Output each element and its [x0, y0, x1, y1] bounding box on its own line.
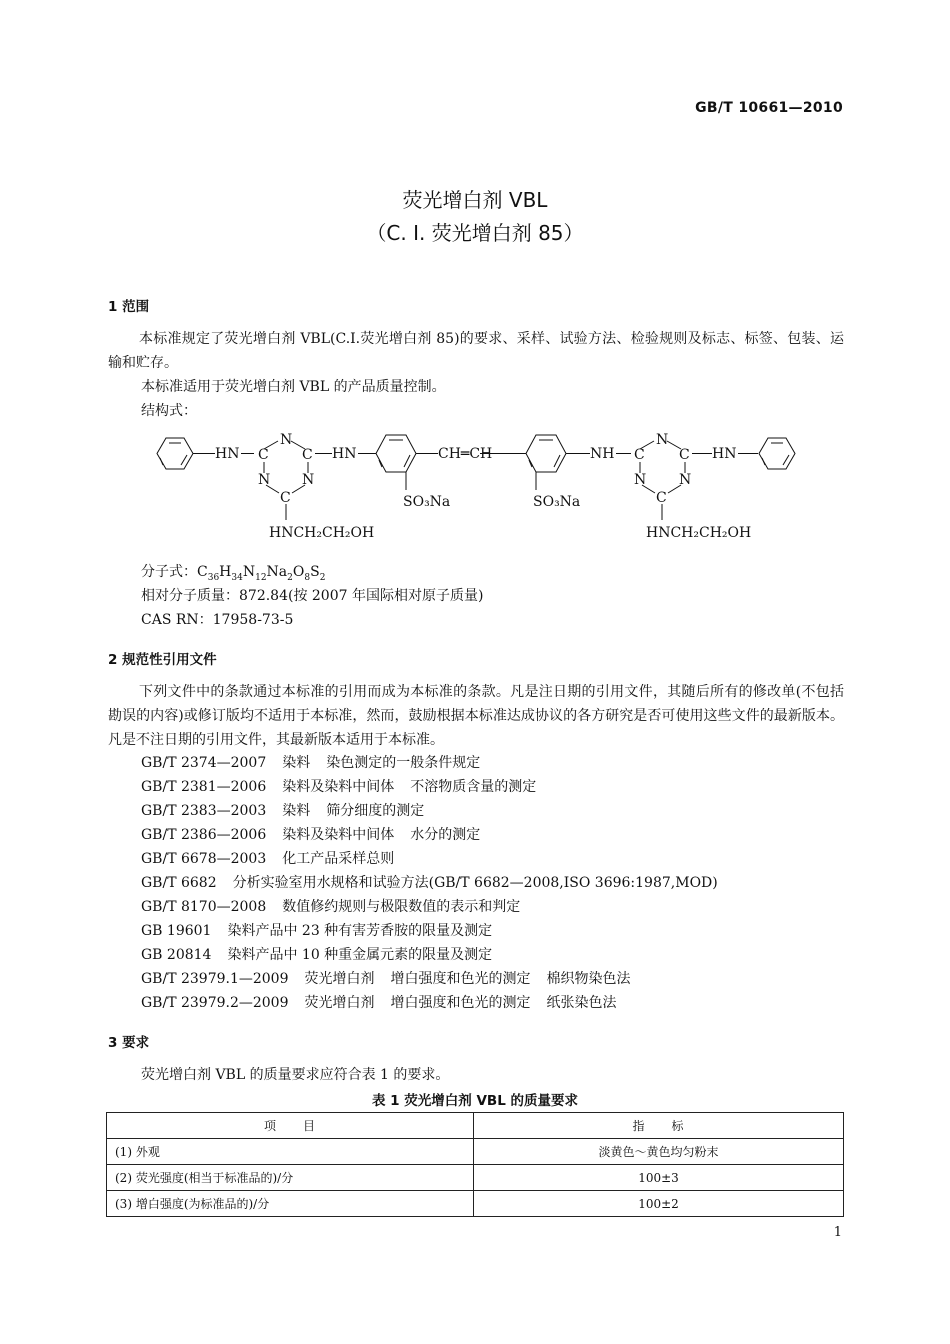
n-label: N	[258, 472, 271, 488]
requirements-table	[106, 1112, 844, 1217]
scope-sentence: 本标准适用于荧光增白剂 VBL 的产品质量控制。	[141, 379, 446, 395]
c-label: C	[302, 447, 313, 463]
ch-eq-ch-label: CH═CH	[438, 446, 493, 462]
table-header-cell: 项 目	[107, 1113, 474, 1139]
formula-subscript: 34	[231, 572, 243, 583]
reference-item	[141, 800, 424, 820]
section-1-paragraph: 本标准规定了荧光增白剂 VBL(C.I.荧光增白剂 85)的要求、采样、试验方法、检验规则及标志、标签、包装、运输和贮存。	[108, 331, 844, 371]
cas-number: CAS RN：17958-73-5	[141, 612, 294, 628]
table-caption: 表 1 荧光增白剂 VBL 的质量要求	[371, 1093, 579, 1109]
formula-subscript: 8	[304, 572, 311, 583]
n-label: N	[656, 432, 669, 448]
formula-subscript: 36	[207, 572, 220, 583]
formula-element: H	[219, 564, 232, 580]
reference-code: GB/T 2381—2006	[141, 779, 267, 795]
table-row	[107, 1191, 844, 1217]
section-2-heading: 2 规范性引用文件	[108, 652, 217, 668]
table-cell: 淡黄色～黄色均匀粉末	[474, 1139, 844, 1165]
c-label: C	[258, 447, 269, 463]
reference-item	[141, 992, 617, 1012]
nh-label: NH	[590, 446, 615, 462]
hn-label-2: HN	[332, 446, 357, 462]
formula-element: O	[292, 564, 305, 580]
reference-title-part: 染料	[282, 803, 311, 819]
reference-title-part: 染料及染料中间体	[282, 827, 395, 843]
reference-title-part: 染料产品中 23 种有害芳香胺的限量及测定	[227, 923, 493, 939]
formula-subscript: 2	[287, 572, 293, 583]
reference-title-part: 荧光增白剂	[304, 995, 375, 1011]
reference-title-part: 增白强度和色光的测定	[390, 971, 531, 987]
reference-title-part: 筛分细度的测定	[326, 803, 425, 819]
formula-value	[197, 564, 326, 583]
table-cell: (1) 外观	[107, 1139, 474, 1165]
reference-item	[141, 968, 631, 988]
hn-label-1: HN	[215, 446, 240, 462]
reference-title-part: 水分的测定	[410, 827, 481, 843]
table-header-row	[107, 1113, 844, 1139]
section-2-paragraph: 下列文件中的条款通过本标准的引用而成为本标准的条款。凡是注日期的引用文件，其随后所有的修改单(不包括勘误的内容)或修订版均不适用于本标准，然而，鼓励根据本标准达成协议的各方研究是否可使用这些文件的最新版本。凡是不注日期的引用文件，其最新版本适用于本标准。	[108, 684, 844, 748]
formula-subscript: 2	[319, 572, 326, 583]
reference-title-part: 纸张染色法	[546, 995, 617, 1011]
molar-mass: 相对分子质量：872.84(按 2007 年国际相对原子质量)	[141, 588, 484, 604]
n-label: N	[679, 472, 692, 488]
table-cell: (3) 增白强度(为标准品的)/分	[107, 1191, 474, 1217]
page-number: 1	[833, 1225, 842, 1240]
reference-title-part: 棉织物染色法	[546, 971, 631, 987]
reference-title-part: 不溶物质含量的测定	[410, 779, 537, 795]
reference-code: GB 19601	[141, 923, 212, 939]
reference-code: GB/T 8170—2008	[141, 899, 267, 915]
standard-number: GB/T 10661—2010	[695, 100, 843, 116]
table-cell: 100±2	[474, 1191, 844, 1217]
structure-label: 结构式：	[141, 403, 197, 419]
section-3-heading: 3 要求	[108, 1035, 150, 1051]
reference-item	[141, 896, 520, 916]
table-header-cell: 指 标	[474, 1113, 844, 1139]
n-label: N	[280, 432, 293, 448]
formula-subscript: 12	[255, 572, 267, 583]
reference-title-part: 数值修约规则与极限数值的表示和判定	[282, 899, 521, 915]
formula-element: C	[197, 564, 208, 580]
formula-element: Na	[266, 564, 288, 580]
reference-code: GB/T 2383—2003	[141, 803, 267, 819]
hn-label-3: HN	[712, 446, 737, 462]
reference-code: GB 20814	[141, 947, 212, 963]
table-row	[107, 1139, 844, 1165]
structural-formula	[140, 422, 820, 550]
reference-item	[141, 752, 480, 772]
table-cell: (2) 荧光强度(相当于标准品的)/分	[107, 1165, 474, 1191]
formula-label: 分子式：	[141, 564, 197, 580]
reference-code: GB/T 23979.2—2009	[141, 995, 289, 1011]
c-label: C	[679, 447, 690, 463]
reference-item	[141, 848, 394, 868]
formula-element: S	[310, 564, 320, 580]
reference-title-part: 增白强度和色光的测定	[390, 995, 531, 1011]
c-label: C	[280, 490, 291, 506]
so3na-label-right: SO₃Na	[533, 494, 581, 510]
reference-title-part: 染料产品中 10 种重金属元素的限量及测定	[227, 947, 493, 963]
section-1-heading: 1 范围	[108, 299, 150, 315]
side-chain-right: HNCH₂CH₂OH	[646, 525, 752, 541]
n-label: N	[634, 472, 647, 488]
reference-item	[141, 944, 492, 964]
n-label: N	[302, 472, 315, 488]
reference-title-part: 荧光增白剂	[304, 971, 375, 987]
reference-item	[141, 776, 536, 796]
document-title: 荧光增白剂 VBL	[402, 188, 548, 212]
so3na-label-left: SO₃Na	[403, 494, 451, 510]
section-3-paragraph: 荧光增白剂 VBL 的质量要求应符合表 1 的要求。	[141, 1067, 450, 1083]
c-label: C	[634, 447, 645, 463]
reference-title-part: 染色测定的一般条件规定	[326, 755, 481, 771]
reference-code: GB/T 2386—2006	[141, 827, 267, 843]
reference-title-part: 化工产品采样总则	[282, 851, 395, 867]
formula-element: N	[242, 564, 256, 580]
reference-item	[141, 872, 718, 892]
table-row	[107, 1165, 844, 1191]
reference-code: GB/T 23979.1—2009	[141, 971, 289, 987]
reference-item	[141, 920, 492, 940]
side-chain-left: HNCH₂CH₂OH	[269, 525, 375, 541]
c-label: C	[656, 490, 667, 506]
reference-item	[141, 824, 480, 844]
reference-code: GB/T 6678—2003	[141, 851, 267, 867]
document-subtitle: （C. I. 荧光增白剂 85）	[366, 221, 584, 245]
reference-title-part: 染料	[282, 755, 311, 771]
reference-code: GB/T 2374—2007	[141, 755, 267, 771]
reference-title-part: 染料及染料中间体	[282, 779, 395, 795]
reference-title-part: 分析实验室用水规格和试验方法(GB/T 6682—2008,ISO 3696:1987,MOD)	[232, 875, 718, 891]
table-cell: 100±3	[474, 1165, 844, 1191]
reference-code: GB/T 6682	[141, 875, 217, 891]
